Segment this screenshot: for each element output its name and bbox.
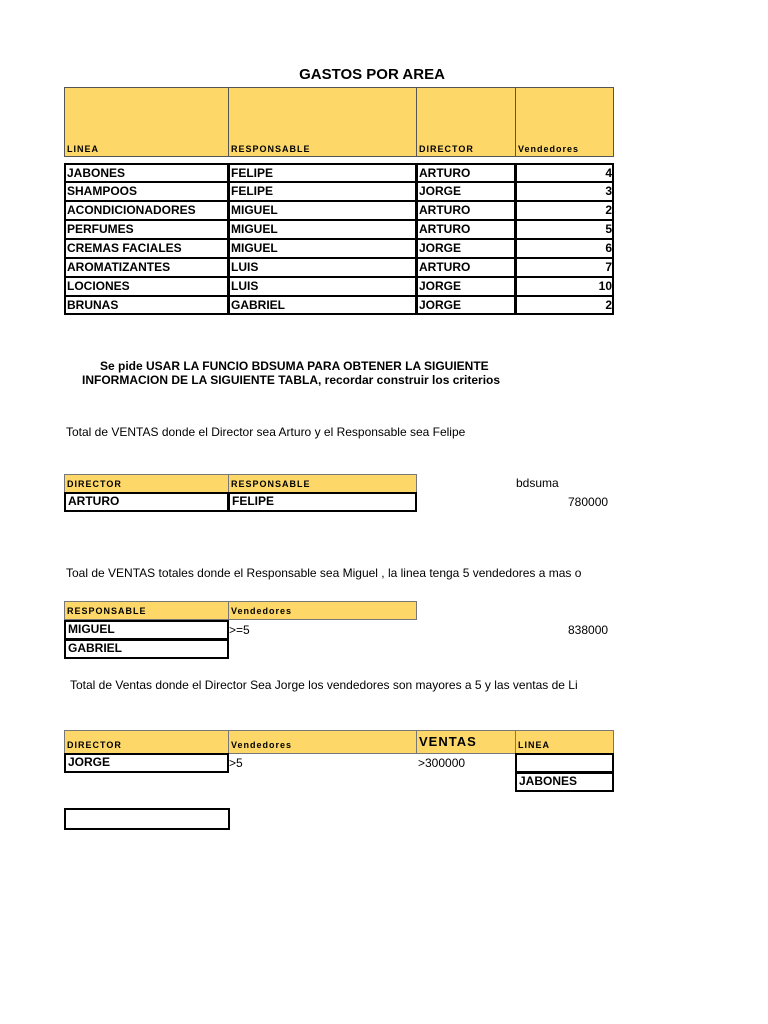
cell-responsable[interactable]: LUIS: [228, 258, 417, 277]
cell-linea[interactable]: ACONDICIONADORES: [64, 201, 229, 220]
cell-linea[interactable]: LOCIONES: [64, 277, 229, 296]
cell-vendedores[interactable]: 3: [515, 182, 614, 201]
q1-header-responsable: RESPONSABLE: [228, 474, 417, 493]
q2-criteria-vendedores[interactable]: >=5: [229, 623, 250, 637]
cell-director[interactable]: ARTURO: [416, 163, 516, 182]
cell-vendedores[interactable]: 2: [515, 201, 614, 220]
cell-director[interactable]: JORGE: [416, 296, 516, 315]
cell-director[interactable]: JORGE: [416, 277, 516, 296]
q3-header-linea: LINEA: [515, 730, 614, 754]
instruction-line-2: INFORMACION DE LA SIGUIENTE TABLA, recordar construir los criterios: [82, 373, 501, 387]
cell-vendedores[interactable]: 7: [515, 258, 614, 277]
cell-responsable[interactable]: MIGUEL: [228, 220, 417, 239]
q1-result: 780000: [568, 495, 609, 509]
header-director: DIRECTOR: [416, 87, 516, 157]
cell-responsable[interactable]: LUIS: [228, 277, 417, 296]
cell-responsable[interactable]: MIGUEL: [228, 201, 417, 220]
cell-linea[interactable]: BRUNAS: [64, 296, 229, 315]
q3-header-ventas: VENTAS: [416, 730, 516, 754]
header-vendedores: Vendedores: [515, 87, 614, 157]
cell-vendedores[interactable]: 6: [515, 239, 614, 258]
cell-director[interactable]: ARTURO: [416, 258, 516, 277]
cell-responsable[interactable]: FELIPE: [228, 182, 417, 201]
cell-vendedores[interactable]: 10: [515, 277, 614, 296]
header-responsable: RESPONSABLE: [228, 87, 417, 157]
q2-header-responsable: RESPONSABLE: [64, 601, 229, 620]
empty-result-box[interactable]: [64, 808, 230, 830]
cell-vendedores[interactable]: 5: [515, 220, 614, 239]
q1-criteria-director[interactable]: ARTURO: [64, 492, 229, 512]
q2-result: 838000: [568, 623, 609, 637]
q1-criteria-responsable[interactable]: FELIPE: [228, 492, 417, 512]
cell-director[interactable]: JORGE: [416, 182, 516, 201]
question-1-text: Total de VENTAS donde el Director sea Arturo y el Responsable sea Felipe: [66, 425, 466, 439]
question-2-text: Toal de VENTAS totales donde el Responsable sea Miguel , la linea tenga 5 vendedores a mas o: [66, 566, 582, 580]
q3-criteria-director[interactable]: JORGE: [64, 753, 229, 773]
q3-criteria-vendedores[interactable]: >5: [229, 756, 243, 770]
header-linea: LINEA: [64, 87, 229, 157]
cell-director[interactable]: ARTURO: [416, 201, 516, 220]
page-title: GASTOS POR AREA: [299, 66, 445, 83]
cell-director[interactable]: JORGE: [416, 239, 516, 258]
q2-header-vendedores: Vendedores: [228, 601, 417, 620]
cell-linea[interactable]: AROMATIZANTES: [64, 258, 229, 277]
instruction-line-1: Se pide USAR LA FUNCIO BDSUMA PARA OBTENER LA SIGUIENTE: [100, 359, 489, 373]
cell-linea[interactable]: CREMAS FACIALES: [64, 239, 229, 258]
q3-header-director: DIRECTOR: [64, 730, 229, 754]
q2-criteria-responsable-2[interactable]: GABRIEL: [64, 639, 229, 659]
cell-vendedores[interactable]: 4: [515, 163, 614, 182]
q3-criteria-linea-1[interactable]: [515, 753, 614, 773]
cell-linea[interactable]: PERFUMES: [64, 220, 229, 239]
q1-header-director: DIRECTOR: [64, 474, 229, 493]
q3-header-vendedores: Vendedores: [228, 730, 417, 754]
cell-responsable[interactable]: MIGUEL: [228, 239, 417, 258]
cell-responsable[interactable]: FELIPE: [228, 163, 417, 182]
cell-linea[interactable]: SHAMPOOS: [64, 182, 229, 201]
q3-criteria-ventas[interactable]: >300000: [418, 756, 466, 770]
q2-criteria-responsable-1[interactable]: MIGUEL: [64, 620, 229, 640]
question-3-text: Total de Ventas donde el Director Sea Jorge los vendedores son mayores a 5 y las ventas de Li: [70, 678, 578, 692]
cell-linea[interactable]: JABONES: [64, 163, 229, 182]
cell-director[interactable]: ARTURO: [416, 220, 516, 239]
cell-vendedores[interactable]: 2: [515, 296, 614, 315]
cell-responsable[interactable]: GABRIEL: [228, 296, 417, 315]
q1-result-label: bdsuma: [516, 476, 559, 490]
q3-criteria-linea-2[interactable]: JABONES: [515, 772, 614, 792]
